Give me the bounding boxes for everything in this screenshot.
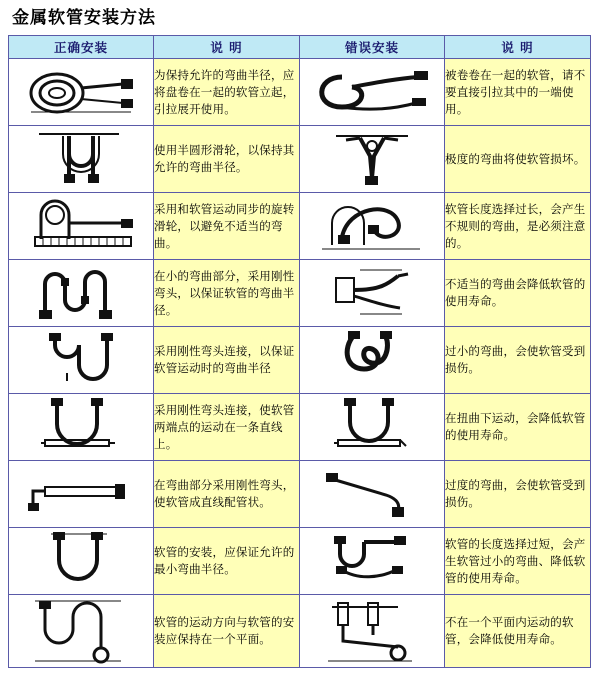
u-hose-minimum-bend-radius-icon (9, 528, 152, 594)
note-correct: 软管的运动方向与软管的安装应保持在一个平面。 (154, 595, 300, 668)
figure-wrong (300, 260, 445, 327)
installation-methods-table (8, 35, 591, 668)
figure-correct (9, 260, 154, 327)
figure-wrong (300, 59, 445, 126)
u-loop-ends-in-line-icon (9, 394, 152, 460)
rigid-elbow-at-small-bend-icon (9, 260, 152, 326)
figure-correct (9, 461, 154, 528)
note-correct: 在小的弯曲部分，采用刚性弯头，以保证软管的弯曲半径。 (154, 260, 300, 327)
note-wrong: 软管长度选择过长，会产生不规则的弯曲，是必须注意的。 (445, 193, 591, 260)
note-correct: 在弯曲部分采用刚性弯头，使软管成直线配管状。 (154, 461, 300, 528)
table-row (9, 260, 591, 327)
note-correct: 采用刚性弯头连接，使软管两端点的运动在一条直线上。 (154, 394, 300, 461)
table-row (9, 595, 591, 668)
note-wrong: 软管的长度选择过短，会产生软管过小的弯曲、降低软管的使用寿命。 (445, 528, 591, 595)
figure-correct (9, 126, 154, 193)
note-wrong: 过小的弯曲，会使软管受到损伤。 (445, 327, 591, 394)
figure-wrong (300, 327, 445, 394)
note-wrong: 不在一个平面内运动的软管，会降低使用寿命。 (445, 595, 591, 668)
figure-wrong (300, 126, 445, 193)
semicircular-sheave-guide-icon (9, 126, 152, 192)
note-wrong: 在扭曲下运动，会降低软管的使用寿命。 (445, 394, 591, 461)
table-row (9, 461, 591, 528)
column-header-wrong-install: 错误安装 (300, 36, 445, 59)
note-correct: 采用刚性弯头连接，以保证软管运动时的弯曲半径 (154, 327, 300, 394)
note-wrong: 过度的弯曲，会使软管受到损伤。 (445, 461, 591, 528)
u-loop-twisted-motion-icon (300, 394, 443, 460)
column-header-correct-install: 正确安装 (9, 36, 154, 59)
figure-correct (9, 59, 154, 126)
figure-correct (9, 394, 154, 461)
rigid-elbow-straight-piping-icon (9, 461, 152, 527)
note-wrong: 极度的弯曲将使软管损坏。 (445, 126, 591, 193)
figure-wrong (300, 461, 445, 528)
over-tight-s-bend-icon (300, 327, 443, 393)
table-row (9, 327, 591, 394)
sharp-v-bend-over-pin-icon (300, 126, 443, 192)
rotating-sheave-with-chain-icon (9, 193, 152, 259)
note-correct: 采用和软管运动同步的旋转滑轮，以避免不适当的弯曲。 (154, 193, 300, 260)
overlong-hose-irregular-loop-icon (300, 193, 443, 259)
figure-correct (9, 595, 154, 668)
motion-plane-aligned-with-install-icon (9, 595, 152, 667)
note-correct: 为保持允许的弯曲半径，应将盘卷在一起的软管立起，引拉展开使用。 (154, 59, 300, 126)
column-header-wrong-note: 说 明 (445, 36, 591, 59)
excessive-bend-at-port-icon (300, 461, 443, 527)
long-hose-small-bend-icon (300, 528, 443, 594)
rigid-elbow-u-loop-connection-icon (9, 327, 152, 393)
coiled-hose-vertical-reel-icon (9, 59, 152, 125)
table-row (9, 59, 591, 126)
figure-wrong (300, 193, 445, 260)
note-correct: 使用半圆形滑轮，以保持其允许的弯曲半径。 (154, 126, 300, 193)
figure-wrong (300, 394, 445, 461)
note-wrong: 不适当的弯曲会降低软管的使用寿命。 (445, 260, 591, 327)
figure-correct (9, 193, 154, 260)
note-correct: 软管的安装，应保证允许的最小弯曲半径。 (154, 528, 300, 595)
table-row (9, 126, 591, 193)
table-row (9, 528, 591, 595)
note-wrong: 被卷卷在一起的软管，请不要直接引拉其中的一端使用。 (445, 59, 591, 126)
table-row (9, 193, 591, 260)
figure-correct (9, 528, 154, 595)
column-header-correct-note: 说 明 (154, 36, 300, 59)
figure-wrong (300, 528, 445, 595)
motion-out-of-plane-icon (300, 595, 443, 667)
coiled-hose-pulled-straight-icon (300, 59, 443, 125)
figure-correct (9, 327, 154, 394)
figure-wrong (300, 595, 445, 668)
improper-tight-bend-at-fitting-icon (300, 260, 443, 326)
table-row (9, 394, 591, 461)
table-header-row (9, 36, 591, 59)
page-title: 金属软管安装方法 (12, 8, 156, 28)
